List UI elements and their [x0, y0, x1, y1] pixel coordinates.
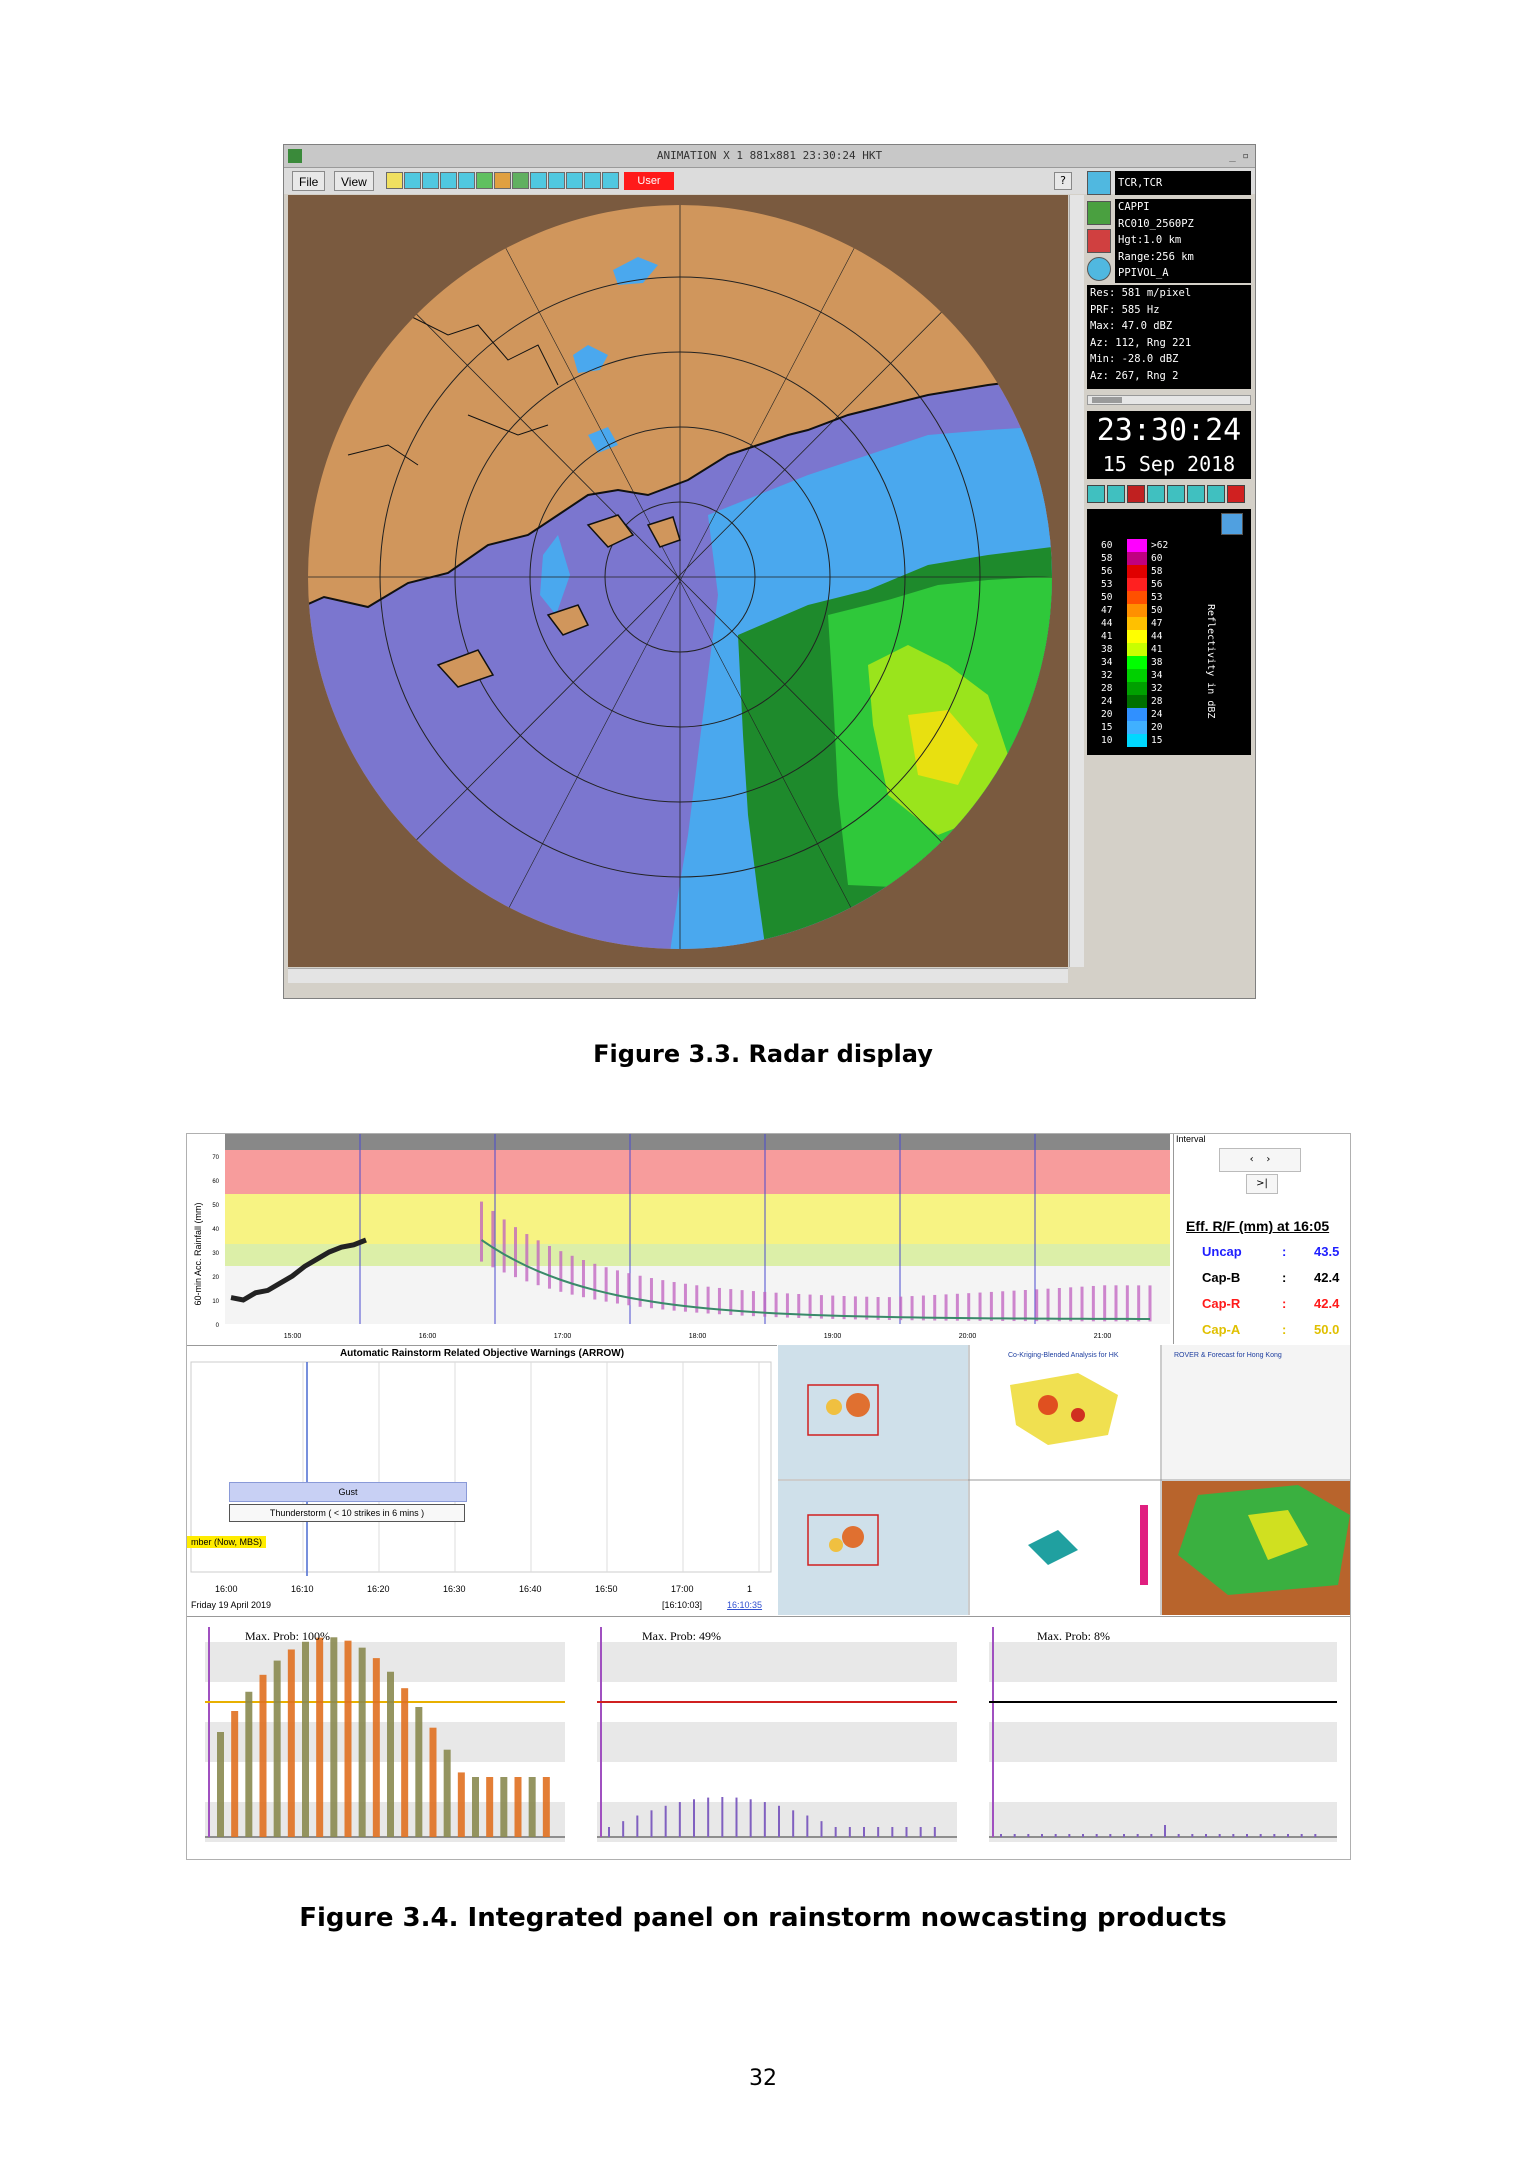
- eff-sep-2: :: [1282, 1296, 1287, 1311]
- legend-swatch-12: [1127, 695, 1147, 708]
- eff-name-3: Cap-A: [1202, 1322, 1241, 1337]
- product-line-1: RC010_2560PZ: [1118, 217, 1194, 230]
- eff-value-2: 42.4: [1314, 1296, 1340, 1311]
- legend-high-7: 44: [1151, 631, 1163, 642]
- legend-low-13: 20: [1101, 709, 1113, 720]
- map-thumbnails-svg: [778, 1345, 1350, 1615]
- stats-box: [1087, 285, 1251, 389]
- file-menu[interactable]: File: [292, 171, 325, 191]
- prob-chart-2: [989, 1627, 1337, 1842]
- rainfall-y-tick-6: 10: [212, 1299, 219, 1305]
- figure-3-3-caption: Figure 3.3. Radar display: [593, 1040, 933, 1068]
- legend-high-14: 20: [1151, 722, 1163, 733]
- rainfall-y-tick-4: 30: [212, 1251, 219, 1257]
- legend-low-5: 47: [1101, 605, 1113, 616]
- legend-swatch-6: [1127, 617, 1147, 630]
- prob-bar-0-2: [245, 1692, 252, 1837]
- thumb-3: [1162, 1345, 1350, 1479]
- legend-swatch-11: [1127, 682, 1147, 695]
- legend-high-0: >62: [1151, 540, 1169, 551]
- legend-low-1: 58: [1101, 553, 1113, 564]
- arrow-x-tick-6: 17:00: [671, 1584, 694, 1594]
- eff-value-1: 42.4: [1314, 1270, 1340, 1285]
- eff-sep-1: :: [1282, 1270, 1287, 1285]
- legend-low-8: 38: [1101, 644, 1113, 655]
- animation-controls: [1087, 485, 1251, 503]
- prob-bar-0-6: [302, 1642, 309, 1837]
- prob-bar-0-17: [458, 1772, 465, 1837]
- prob-bar-0-1: [231, 1711, 238, 1837]
- prob-bar-0-14: [415, 1707, 422, 1837]
- step-forward-icon[interactable]: [1187, 485, 1205, 503]
- settings-icon[interactable]: [548, 172, 565, 189]
- info-panel: [1085, 169, 1253, 995]
- legend-low-15: 10: [1101, 735, 1113, 746]
- legend-high-3: 56: [1151, 579, 1163, 590]
- clock-box: [1087, 411, 1251, 479]
- record-icon[interactable]: [1227, 485, 1245, 503]
- arrow-x-tick-2: 16:20: [367, 1584, 390, 1594]
- legend-high-13: 24: [1151, 709, 1163, 720]
- rainfall-y-tick-2: 50: [212, 1203, 219, 1209]
- profile-icon[interactable]: [584, 172, 601, 189]
- rainfall-y-tick-0: 70: [212, 1155, 219, 1161]
- cursor-icon[interactable]: [458, 172, 475, 189]
- window-titlebar: [284, 145, 1255, 168]
- stats-line-3: Az: 112, Rng 221: [1090, 336, 1192, 349]
- eff-value-3: 50.0: [1314, 1322, 1340, 1337]
- legend-swatch-5: [1127, 604, 1147, 617]
- map-thumbnails: [778, 1345, 1350, 1615]
- legend-swatch-0: [1127, 539, 1147, 552]
- legend-swatch-3: [1127, 578, 1147, 591]
- prob-bar-0-3: [260, 1675, 267, 1837]
- station-name: TCR,TCR: [1118, 177, 1163, 189]
- time-slider-thumb[interactable]: [1092, 397, 1122, 403]
- legend-high-4: 53: [1151, 592, 1163, 603]
- prob-bar-0-15: [430, 1728, 437, 1837]
- legend-low-10: 32: [1101, 670, 1113, 681]
- user-button[interactable]: User: [624, 172, 674, 190]
- first-frame-icon[interactable]: [1147, 485, 1165, 503]
- legend-swatch-2: [1127, 565, 1147, 578]
- legend-low-14: 15: [1101, 722, 1113, 733]
- legend-high-11: 32: [1151, 683, 1163, 694]
- product-line-2: Hgt:1.0 km: [1118, 234, 1182, 246]
- thumb-1: [778, 1345, 968, 1479]
- prob-label-1: Max. Prob: 100%: [245, 1629, 330, 1643]
- prob-bar-0-16: [444, 1750, 451, 1837]
- arrow-panel: [187, 1345, 777, 1615]
- prob-bar-0-7: [316, 1638, 323, 1837]
- legend-low-12: 24: [1101, 696, 1113, 707]
- prob-bar-0-22: [529, 1777, 536, 1837]
- probability-charts: [187, 1616, 1350, 1859]
- band-yellow: [225, 1194, 1170, 1244]
- prob-bar-0-4: [274, 1661, 281, 1837]
- arrow-time-2[interactable]: 16:10:35: [727, 1600, 763, 1610]
- prob-bar-0-8: [330, 1637, 337, 1837]
- legend-axis-label: Reflectivity in dBZ: [1205, 604, 1216, 719]
- legend-low-11: 28: [1101, 683, 1113, 694]
- interval-prev-next[interactable]: ‹ ›: [1219, 1148, 1301, 1172]
- interval-label: Interval: [1176, 1134, 1206, 1144]
- station-box: [1115, 171, 1251, 195]
- frame-time: 23:30:24: [1096, 413, 1242, 448]
- overlay-icon[interactable]: [476, 172, 493, 189]
- thunderstorm-bar[interactable]: Thunderstorm ( < 10 strikes in 6 mins ): [229, 1504, 465, 1522]
- figure-3-4-caption: Figure 3.4. Integrated panel on rainstorm nowcasting products: [299, 1903, 1227, 1933]
- stats-line-1: PRF: 585 Hz: [1090, 303, 1160, 316]
- map-icon[interactable]: [512, 172, 529, 189]
- rainfall-y-label: 60-min Acc. Rainfall (mm): [193, 1202, 203, 1306]
- prob-bar-0-23: [543, 1777, 550, 1837]
- rainfall-x-tick-3: 18:00: [688, 1333, 707, 1340]
- rainfall-x-tick-1: 16:00: [418, 1333, 437, 1340]
- legend-swatch-10: [1127, 669, 1147, 682]
- help-button[interactable]: ?: [1054, 172, 1072, 190]
- legend-high-5: 50: [1151, 605, 1163, 616]
- thumb-4: [778, 1481, 968, 1615]
- legend-swatch-7: [1127, 630, 1147, 643]
- legend-toggle-icon[interactable]: [1221, 513, 1243, 535]
- prob-bar-0-5: [288, 1649, 295, 1837]
- probability-svg: [187, 1617, 1350, 1860]
- rainfall-chart: [187, 1134, 1172, 1344]
- clock-icon[interactable]: [1087, 257, 1111, 281]
- pan-icon[interactable]: [440, 172, 457, 189]
- export-icon[interactable]: [566, 172, 583, 189]
- stats-line-0: Res: 581 m/pixel: [1090, 287, 1192, 299]
- arrow-grid: [187, 1346, 777, 1616]
- product-line-4: PPIVOL_A: [1118, 267, 1169, 279]
- radar-display-window: [283, 144, 1256, 999]
- eff-name-1: Cap-B: [1202, 1270, 1241, 1285]
- legend-high-8: 41: [1151, 644, 1163, 655]
- zoom-out-icon[interactable]: [422, 172, 439, 189]
- stop-icon[interactable]: [1127, 485, 1145, 503]
- legend-low-0: 60: [1101, 540, 1113, 551]
- prob-bar-0-11: [373, 1658, 380, 1837]
- rainfall-x-tick-4: 19:00: [823, 1333, 842, 1340]
- stats-line-5: Az: 267, Rng 2: [1090, 369, 1179, 382]
- arrow-x-tick-4: 16:40: [519, 1584, 542, 1594]
- app-icon: [288, 149, 302, 163]
- layer-icon[interactable]: [494, 172, 511, 189]
- page-number: 32: [749, 2066, 777, 2091]
- last-frame-icon[interactable]: [1167, 485, 1185, 503]
- interval-end-button[interactable]: >|: [1246, 1174, 1278, 1194]
- product-box: [1115, 199, 1251, 283]
- rainfall-x-tick-0: 15:00: [283, 1333, 302, 1340]
- legend-swatch-15: [1127, 734, 1147, 747]
- prob-bar-0-19: [486, 1777, 493, 1837]
- legend-swatch-9: [1127, 656, 1147, 669]
- legend-high-1: 60: [1151, 553, 1163, 564]
- prob-bar-0-18: [472, 1777, 479, 1837]
- prob-chart-1: [597, 1627, 957, 1842]
- window-title: ANIMATION X 1 881x881 23:30:24 HKT: [656, 149, 883, 162]
- legend-high-10: 34: [1151, 670, 1163, 681]
- thumb-3-title: ROVER & Forecast for Hong Kong: [1174, 1352, 1282, 1359]
- color-legend: [1087, 509, 1251, 755]
- legend-high-9: 38: [1151, 657, 1163, 668]
- legend-swatch-4: [1127, 591, 1147, 604]
- rainfall-x-tick-6: 21:00: [1093, 1333, 1112, 1340]
- legend-low-2: 56: [1101, 566, 1113, 577]
- band-top: [225, 1134, 1170, 1150]
- band-red: [225, 1150, 1170, 1194]
- overlay-icon[interactable]: [1087, 229, 1111, 253]
- integrated-panel: [186, 1133, 1351, 1860]
- arrow-time-1: [16:10:03]: [662, 1600, 703, 1610]
- arrow-x-tick-1: 16:10: [291, 1584, 314, 1594]
- eff-sep-0: :: [1282, 1244, 1287, 1259]
- legend-low-3: 53: [1101, 579, 1113, 590]
- rainfall-x-tick-2: 17:00: [553, 1333, 572, 1340]
- eff-name-2: Cap-R: [1202, 1296, 1241, 1311]
- view-menu[interactable]: View: [334, 171, 374, 191]
- prob-bar-0-10: [359, 1648, 366, 1837]
- legend-high-15: 15: [1151, 735, 1163, 746]
- arrow-x-tick-3: 16:30: [443, 1584, 466, 1594]
- eff-rf-title: Eff. R/F (mm) at 16:05: [1186, 1218, 1330, 1234]
- prob-bar-0-13: [401, 1688, 408, 1837]
- radar-station-icon[interactable]: [1087, 171, 1111, 195]
- zoom-in-icon[interactable]: [404, 172, 421, 189]
- prob-label-2: Max. Prob: 49%: [642, 1629, 721, 1643]
- rainfall-y-tick-7: 0: [215, 1323, 219, 1329]
- info-icon[interactable]: [602, 172, 619, 189]
- rainfall-y-tick-5: 20: [212, 1275, 219, 1281]
- eff-name-0: Uncap: [1202, 1244, 1242, 1259]
- map-horizontal-scrollbar[interactable]: [288, 968, 1068, 983]
- time-slider[interactable]: [1087, 395, 1251, 405]
- rainfall-y-tick-1: 60: [212, 1179, 219, 1185]
- legend-swatch-8: [1127, 643, 1147, 656]
- product-line-3: Range:256 km: [1118, 250, 1194, 263]
- eff-rf-panel: [1173, 1134, 1350, 1344]
- frame-date: 15 Sep 2018: [1102, 452, 1236, 476]
- legend-low-6: 44: [1101, 618, 1113, 629]
- play-icon[interactable]: [1107, 485, 1125, 503]
- step-back-icon[interactable]: [1087, 485, 1105, 503]
- arrow-x-tick-0: 16:00: [215, 1584, 238, 1594]
- location-tag[interactable]: mber (Now, MBS): [187, 1536, 266, 1548]
- legend-high-12: 28: [1151, 696, 1163, 707]
- arrow-date: Friday 19 April 2019: [191, 1600, 272, 1610]
- prob-bar-0-0: [217, 1732, 224, 1837]
- eff-sep-3: :: [1282, 1322, 1287, 1337]
- legend-swatch-14: [1127, 721, 1147, 734]
- arrow-title: Automatic Rainstorm Related Objective Warnings (ARROW): [339, 1348, 625, 1359]
- legend-high-6: 47: [1151, 618, 1163, 629]
- thumb-2-title: Co-Kriging-Blended Analysis for HK: [1008, 1352, 1119, 1359]
- palette-icon[interactable]: [386, 172, 403, 189]
- legend-high-2: 58: [1151, 566, 1163, 577]
- eff-value-0: 43.5: [1314, 1244, 1340, 1259]
- print-icon[interactable]: [530, 172, 547, 189]
- gust-bar[interactable]: Gust: [229, 1482, 467, 1502]
- stats-line-4: Min: -28.0 dBZ: [1090, 353, 1179, 365]
- loop-icon[interactable]: [1207, 485, 1225, 503]
- legend-swatch-1: [1127, 552, 1147, 565]
- map-vertical-scrollbar[interactable]: [1069, 195, 1084, 967]
- product-icon[interactable]: [1087, 201, 1111, 225]
- arrow-x-tick-5: 16:50: [595, 1584, 618, 1594]
- legend-low-7: 41: [1101, 631, 1113, 642]
- rainfall-y-tick-3: 40: [212, 1227, 219, 1233]
- prob-label-3: Max. Prob: 8%: [1037, 1629, 1110, 1643]
- prob-bar-0-9: [345, 1641, 352, 1837]
- legend-swatch-13: [1127, 708, 1147, 721]
- window-controls[interactable]: _ ▫: [1229, 149, 1249, 162]
- thumb-5-scale: [1140, 1505, 1148, 1585]
- stats-line-2: Max: 47.0 dBZ: [1090, 320, 1173, 332]
- arrow-x-tick-7: 1: [747, 1584, 753, 1594]
- prob-bar-0-20: [500, 1777, 507, 1837]
- radar-map[interactable]: [288, 195, 1068, 967]
- prob-bar-0-21: [515, 1777, 522, 1837]
- prob-chart-0: [205, 1627, 565, 1842]
- prob-bar-0-12: [387, 1672, 394, 1837]
- product-line-0: CAPPI: [1118, 201, 1150, 213]
- band-green: [225, 1244, 1170, 1266]
- legend-low-9: 34: [1101, 657, 1113, 668]
- rainfall-x-tick-5: 20:00: [958, 1333, 977, 1340]
- legend-low-4: 50: [1101, 592, 1113, 603]
